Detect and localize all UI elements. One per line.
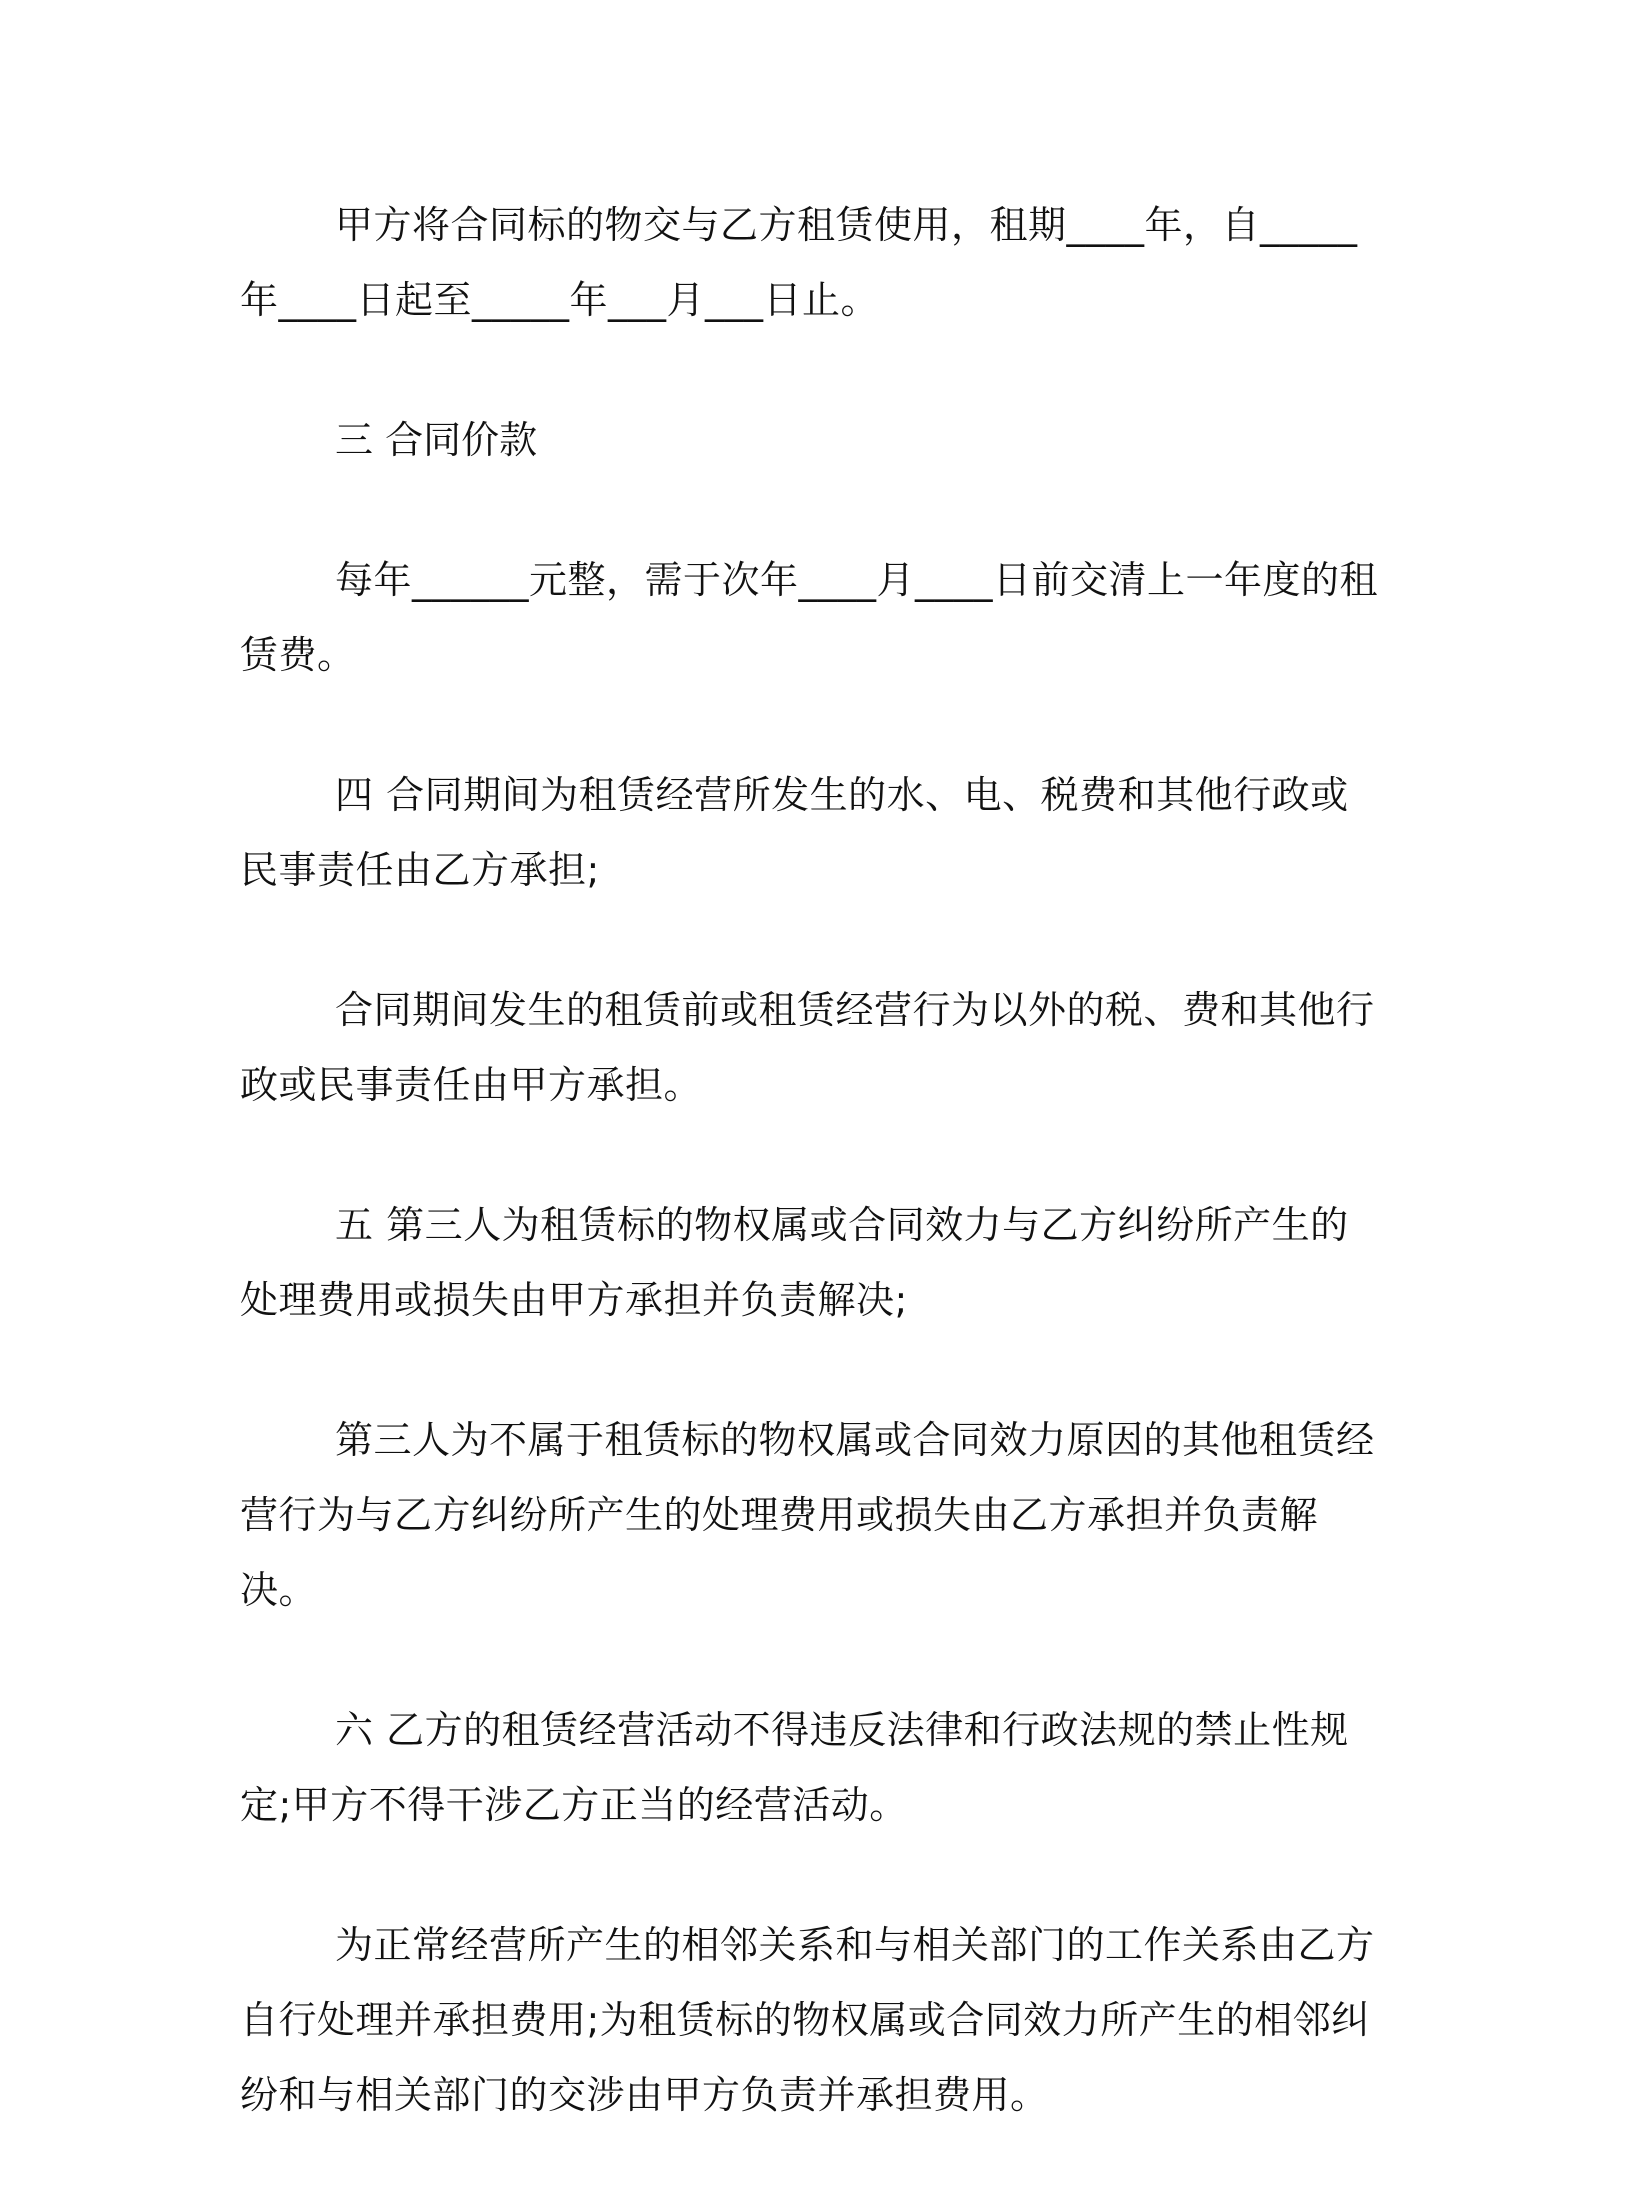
paragraph-third-party-other: 第三人为不属于租赁标的物权属或合同效力原因的其他租赁经营行为与乙方纠纷所产生的处理费用或损失由乙方承担并负责解决。	[240, 1418, 1375, 1612]
document-body	[240, 188, 1380, 2198]
paragraph-section-five: 五 第三人为租赁标的物权属或合同效力与乙方纠纷所产生的处理费用或损失由甲方承担并负责解决;	[240, 1203, 1349, 1322]
paragraph-section-six: 六 乙方的租赁经营活动不得违反法律和行政法规的禁止性规定;甲方不得干涉乙方正当的经营活动。	[240, 1708, 1349, 1827]
paragraph-annual-rent: 每年______元整，需于次年____月____日前交清上一年度的租赁费。	[240, 558, 1379, 677]
section-heading-contract-price: 三 合同价款	[335, 418, 538, 462]
paragraph-section-four: 四 合同期间为租赁经营所发生的水、电、税费和其他行政或民事责任由乙方承担;	[240, 773, 1349, 892]
paragraph-neighbor-relations: 为正常经营所产生的相邻关系和与相关部门的工作关系由乙方自行处理并承担费用;为租赁标的物权属或合同效力所产生的相邻纠纷和与相关部门的交涉由甲方负责并承担费用。	[240, 1923, 1375, 2117]
paragraph-party-a-liability: 合同期间发生的租赁前或租赁经营行为以外的税、费和其他行政或民事责任由甲方承担。	[240, 988, 1375, 1107]
paragraph-lease-term: 甲方将合同标的物交与乙方租赁使用，租期____年，自_____年____日起至_____年___月___日止。	[240, 203, 1358, 322]
